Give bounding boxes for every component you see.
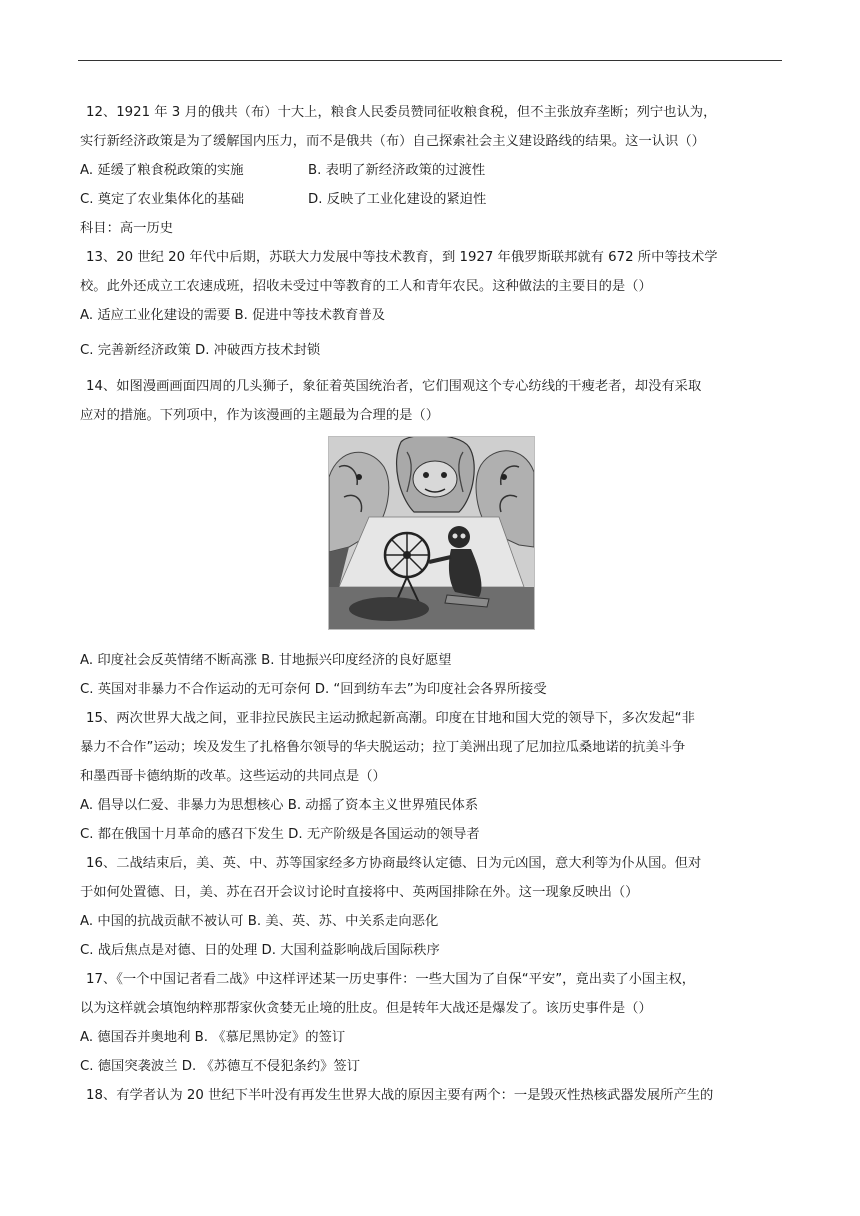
question-12-option-d: D. 反映了工业化建设的紧迫性 [308,192,487,207]
question-12-option-c: C. 奠定了农业集体化的基础 [80,192,245,207]
question-15 [80,704,784,849]
question-15-options-ab: A. 倡导以仁爱、非暴力为思想核心 B. 动摇了资本主义世界殖民体系 [80,798,479,813]
question-15-line-3: 和墨西哥卡德纳斯的改革。这些运动的共同点是（） [80,769,386,784]
cartoon-illustration [329,437,534,629]
question-18 [80,1081,784,1110]
question-16 [80,849,784,965]
question-13-line-1: 13、20 世纪 20 年代中后期，苏联大力发展中等技术教育，到 1927 年俄罗斯联邦就有 672 所中等技术学 [86,250,718,265]
question-16-options-ab: A. 中国的抗战贡献不被认可 B. 美、英、苏、中关系走向恶化 [80,914,439,929]
question-12-line-1: 12、1921 年 3 月的俄共（布）十大上，粮食人民委员赞同征收粮食税，但不主张放弃垄断；列宁也认为， [86,105,717,120]
question-16-line-1: 16、二战结束后，美、英、中、苏等国家经多方协商最终认定德、日为元凶国，意大利等为仆从国。但对 [86,856,702,871]
question-13-options-cd: C. 完善新经济政策 D. 冲破西方技术封锁 [80,343,321,358]
question-17-options-cd: C. 德国突袭波兰 D. 《苏德互不侵犯条约》签订 [80,1059,360,1074]
question-12-line-2: 实行新经济政策是为了缓解国内压力，而不是俄共（布）自己探索社会主义建设路线的结果。这一认识（） [80,134,705,149]
question-17-line-2: 以为这样就会填饱纳粹那帮家伙贪婪无止境的肚皮。但是转年大战还是爆发了。该历史事件是（） [80,1001,652,1016]
question-17 [80,965,784,1081]
question-16-line-2: 于如何处置德、日，美、苏在召开会议讨论时直接将中、英两国排除在外。这一现象反映出（） [80,885,639,900]
question-17-options-ab: A. 德国吞并奥地利 B. 《慕尼黑协定》的签订 [80,1030,346,1045]
question-12-options-row-2 [80,185,784,214]
question-14-line-2: 应对的措施。下列项中，作为该漫画的主题最为合理的是（） [80,408,440,423]
question-12-options-row-1 [80,156,784,185]
question-14 [80,372,784,704]
question-14-line-1: 14、如图漫画画面四周的几头狮子，象征着英国统治者，它们围观这个专心纺线的干瘦老者，却没有采取 [86,379,702,394]
subject-line: 科目：高一历史 [80,221,174,236]
document-body [80,98,784,1110]
question-13-line-2: 校。此外还成立工农速成班，招收未受过中等教育的工人和青年农民。这种做法的主要目的是（） [80,279,652,294]
question-12-option-b: B. 表明了新经济政策的过渡性 [308,163,486,178]
question-14-options-cd: C. 英国对非暴力不合作运动的无可奈何 D. “回到纺车去”为印度社会各界所接受 [80,682,547,697]
question-15-line-1: 15、两次世界大战之间，亚非拉民族民主运动掀起新高潮。印度在甘地和国大党的领导下，多次发起“非 [86,711,695,726]
question-16-options-cd: C. 战后焦点是对德、日的处理 D. 大国利益影响战后国际秩序 [80,943,440,958]
question-15-line-2: 暴力不合作”运动；埃及发生了扎格鲁尔领导的华夫脱运动；拉丁美洲出现了尼加拉瓜桑地诺的抗美斗争 [80,740,686,755]
header-rule [78,60,782,61]
question-18-line-1: 18、有学者认为 20 世纪下半叶没有再发生世界大战的原因主要有两个：一是毁灭性热核武器发展所产生的 [86,1088,714,1103]
question-13 [80,243,784,365]
question-13-options-ab: A. 适应工业化建设的需要 B. 促进中等技术教育普及 [80,308,386,323]
question-14-options-ab: A. 印度社会反英情绪不断高涨 B. 甘地振兴印度经济的良好愿望 [80,653,452,668]
question-12 [80,98,784,214]
question-15-options-cd: C. 都在俄国十月革命的感召下发生 D. 无产阶级是各国运动的领导者 [80,827,480,842]
cartoon-image [328,436,535,630]
question-17-line-1: 17、《一个中国记者看二战》中这样评述某一历史事件：一些大国为了自保“平安”，竟出卖了小国主权， [86,972,696,987]
cartoon-figure-wrap [80,436,784,642]
question-12-option-a: A. 延缓了粮食税政策的实施 [80,163,244,178]
